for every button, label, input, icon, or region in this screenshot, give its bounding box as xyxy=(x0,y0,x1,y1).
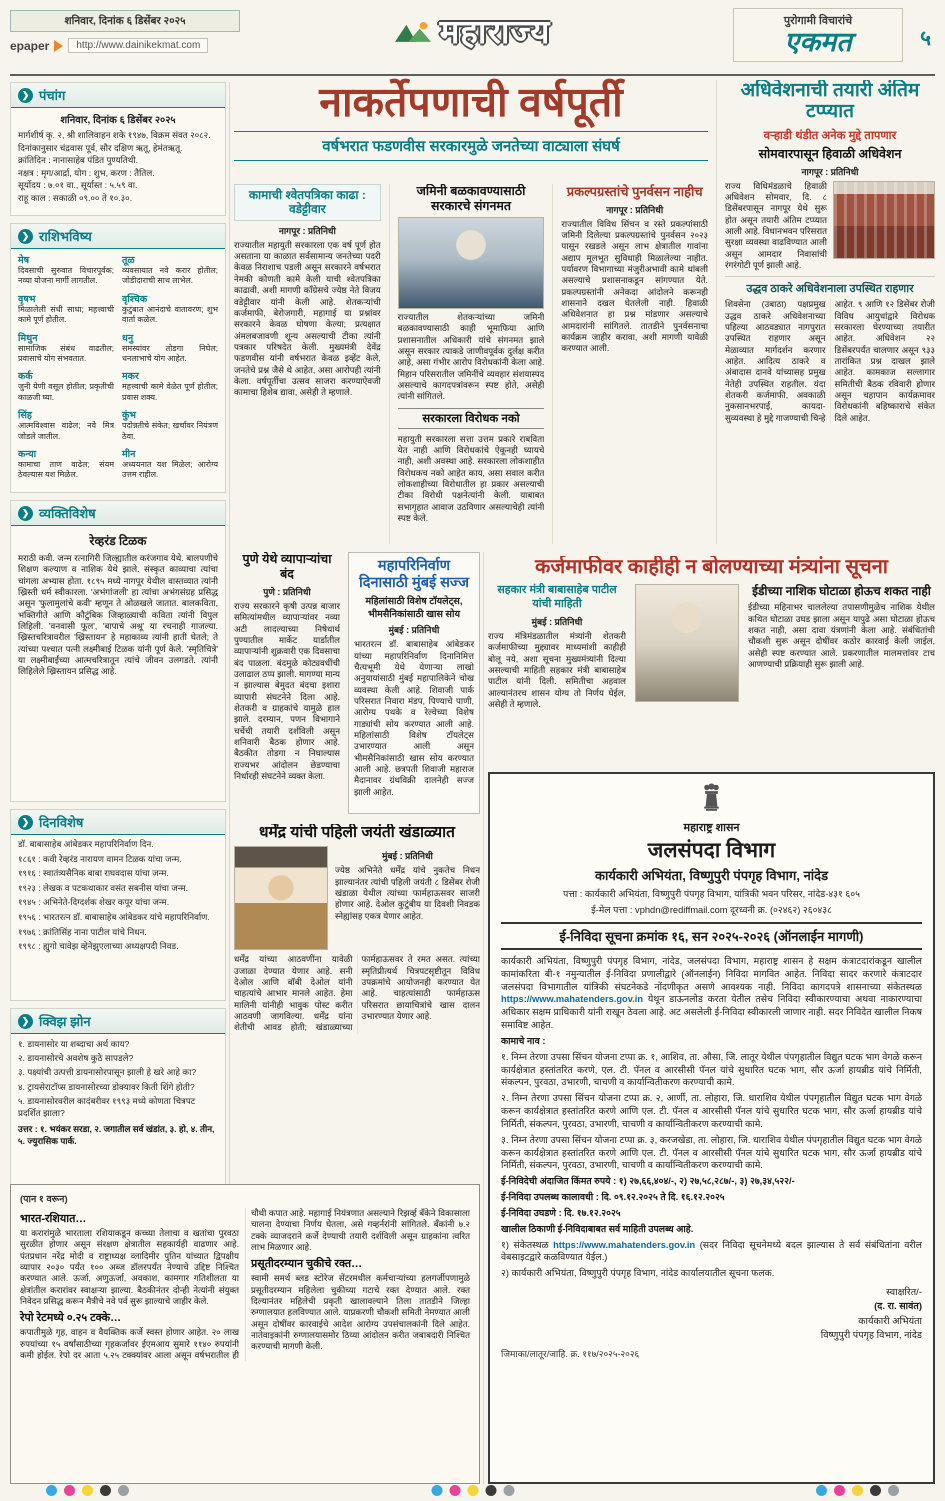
dinvishesh-title: दिनविशेष xyxy=(39,815,84,830)
article-body: राज्य विधिमंडळाचे हिवाळी अधिवेशन सोमवार, दि. ८ डिसेंबरपासून नागपूर येथे सुरू होत असून तयारी अंतिम टप्प्यात आली आहे. विधानभवन परिसरात सुरक्षा व्यवस्था वाढविण्यात आली असून आमदार निवासांची रंगरंगोटी पूर्ण झाली आहे. xyxy=(725,180,827,270)
tender-government: महाराष्ट्र शासन xyxy=(683,822,740,834)
zodiac-entry: मीन अध्ययनात यश मिळेल; आरोग्य उत्तम राहील. xyxy=(122,448,218,480)
dinvishesh-item: १९९८ : ह्युगो चावेझ व्हेनेझुएलाच्या अध्यक्षपदी निवड. xyxy=(18,941,179,952)
quiz-section xyxy=(10,1008,226,1186)
brand-name: एकमत xyxy=(784,27,852,58)
zodiac-entry: कन्या कामाचा ताण वाढेल; संयम ठेवल्यास यश मिळेल. xyxy=(18,448,114,480)
registration-dot xyxy=(100,1485,111,1496)
tender-info-2: २) कार्यकारी अभियंता, विष्णुपुरी पंपगृह विभाग, नांदेड कार्यालयातील सूचना फलक. xyxy=(501,1268,775,1279)
masthead-logo-text: महाराज्य xyxy=(439,13,551,50)
panchang-date: शनिवार, दिनांक ६ डिसेंबर २०२५ xyxy=(60,115,176,126)
article-head: कामाची श्वेतपत्रिका काढा : वडेट्टीवार xyxy=(234,184,381,221)
registration-dot xyxy=(852,1485,863,1496)
quiz-title: क्विझ झोन xyxy=(39,1014,91,1029)
quiz-question: १. डायनासोर या शब्दाचा अर्थ काय? xyxy=(18,1039,130,1049)
rashi-section xyxy=(10,223,226,493)
tender-info-label: खालील ठिकाणी ई-निविदाबाबत सर्व माहिती उपलब्ध आहे. xyxy=(501,1223,694,1234)
article-subhead: सरकारला विरोधक नको xyxy=(398,408,545,429)
epaper-label: epaper xyxy=(10,38,50,53)
panchang-line: दिनांकानुसार चंद्रवास पूर्व, सौर दक्षिण ऋतू, हेमंतऋतू. xyxy=(18,142,183,153)
article-body: धर्मेंद्र यांच्या आठवणींना यावेळी उजाळा देण्यात येणार आहे. सनी देओल आणि बॉबी देओल यांनी चाहत्यांचे आभार मानले आहेत. हेमा मालिनी यांनीही भावुक पोस्ट करीत आठवणी जागविल्या. धर्मेंद्र यांना शेतीची आवड होती; खंडाळ्याच्या फार्महाऊसवर ते रमत असत. त्यांच्या स्मृतिप्रीत्यर्थ चित्रपटसृष्टीतून विविध उपक्रमांचे आयोजनही करण्यात येत आहे. चाहत्यांसाठी फार्महाऊस परिसरात छायाचित्रांचे खास दालन उभारण्यात येणार आहे. xyxy=(234,954,480,1033)
tender-info-1: १) संकेतस्थळ https://www.mahatenders.gov.in (सदर निविदा सूचनेमध्ये बदल झाल्यास ते सर्व संबंधितांना वरील वेबसाइटद्वारे कळविण्यात येईल.) xyxy=(501,1239,922,1263)
panchang-section xyxy=(10,82,226,216)
article-head: ईडीच्या नाशिक घोटाळा होऊच शकत नाही xyxy=(752,584,931,599)
zodiac-entry: मेष दिवसाची सुरुवात विचारपूर्वक; नव्या योजना मार्गी लागतील. xyxy=(18,255,114,286)
lead-story xyxy=(234,79,708,161)
dinvishesh-section xyxy=(10,809,226,1001)
article-head: कर्जमाफीवर काहीही न बोलण्याच्या मंत्र्यांना सूचना xyxy=(535,556,888,578)
dinvishesh-item: १८६१ : कवी रेव्हरंड नारायण वामन टिळक यांचा जन्म. xyxy=(18,853,182,864)
zodiac-entry: कुंभ पदोन्नतीचे संकेत; खर्चावर नियंत्रण ठेवा. xyxy=(122,410,218,441)
rashi-title: राशिभविष्य xyxy=(39,229,92,244)
tender-window: ई-निविदा उपलब्ध कालावधी : दि. ०९.१२.२०२५ ते दि. १६.१२.२०२५ xyxy=(501,1192,725,1203)
article-ed-scam xyxy=(748,584,935,710)
zodiac-entry: वृश्चिक कुटुंबात आनंदाचे वातावरण; शुभ वार्ता कळेल. xyxy=(122,293,218,325)
article-body: राज्यातील विविध सिंचन व रस्ते प्रकल्पांसाठी जमिनी दिलेल्या प्रकल्पग्रस्तांचे पुनर्वसन २०२३ पासून रखडले असून लाभ क्षेत्रातील गावांना अद्याप मूलभूत सुविधाही मिळालेल्या नाहीत. पर्यावरण विभागाच्या मंजुरीअभावी कामे थांबली असल्याचे प्रशासनाकडून सांगण्यात येते. प्रकल्पग्रस्तांनी अनेकदा आंदोलने करूनही शासनाने दखल घेतलेली नाही. हिवाळी अधिवेशनात हा प्रश्न मांडणार असल्याचे आमदारांनी सांगितले. तातडीने पुनर्वसनाचा कार्यक्रम जाहीर करावा, अशी मागणी यावेळी करण्यात आली. xyxy=(561,218,709,354)
zodiac-entry: मकर महत्त्वाची कामे वेळेत पूर्ण होतील; प्रवास शक्य. xyxy=(122,371,218,402)
tender-notice-title: ई-निविदा सूचना क्रमांक १६, सन २०२५-२०२६ (ऑनलाईन मागणी) xyxy=(501,922,922,950)
play-icon xyxy=(54,40,63,52)
registration-dot xyxy=(449,1485,460,1496)
article-head: धर्मेंद्र यांची पहिली जयंती खंडाळ्यात xyxy=(258,824,455,841)
panchang-line: नक्षत्र : मृग/आर्द्रा, योग : शुभ, करण : तैतिल. xyxy=(18,167,155,178)
vertical-rule-mid xyxy=(483,552,484,1484)
byline: नागपूर : प्रतिनिधी xyxy=(606,204,664,215)
article-dharmendra xyxy=(234,824,480,1172)
lead-columns xyxy=(234,184,708,544)
article-mahaparinirvan xyxy=(348,552,480,814)
quiz-icon: ❯ xyxy=(18,1014,33,1029)
tender-department: जलसंपदा विभाग xyxy=(647,839,776,862)
article-body: शिवसेना (उबाठा) पक्षप्रमुख उद्धव ठाकरे अधिवेशनाच्या पहिल्या आठवड्यात नागपुरात उपस्थित राहणार असून मेळाव्यात मार्गदर्शन करणार आहेत. आदित्य ठाकरे व अंबादास दानवे यांच्यासह प्रमुख नेतेही उपस्थित राहतील. यंदा शेतकरी कर्जमाफी, अवकाळी नुकसानभरपाई, कायदा-सुव्यवस्था हे मुद्दे गाजण्याची चिन्हे आहेत. ९ आणि १२ डिसेंबर रोजी विविध आयुधांद्वारे विरोधक सरकारला घेरण्याच्या तयारीत आहेत. अधिवेशन २२ डिसेंबरपर्यंत चालणार असून ९३३ तारांकित प्रश्न दाखल झाले आहेत. कामकाज सल्लागार समितीची बैठक रविवारी होणार असून चहापान कार्यक्रमावर विरोधकांनी बहिष्काराचे संकेत दिले आहेत. xyxy=(725,299,935,423)
article-body: ज्येष्ठ अभिनेते धर्मेंद्र यांचे नुकतेच निधन झाल्यानंतर त्यांची पहिली जयंती ८ डिसेंबर रोजी खंडाळा येथील त्यांच्या फार्महाऊसवर साजरी होणार आहे. देओल कुटुंबीय या दिवशी निवडक स्नेह्यांसह एकत्र येणार आहेत. xyxy=(335,865,480,921)
vyakti-title: व्यक्तिविशेष xyxy=(39,506,96,521)
dinvishesh-item: १९५६ : भारतरत्न डॉ. बाबासाहेब आंबेडकर यांचे महापरिनिर्वाण. xyxy=(18,911,210,922)
quiz-answers: उत्तर : १. भयंकर सरडा, २. जगातील सर्व खंडांत, ३. हो, ४. तीन, ५. ज्युरासिक पार्क. xyxy=(18,1124,215,1147)
brand-tagline: पुरोगामी विचारांचे xyxy=(783,15,853,28)
article-head: प्रकल्पग्रस्तांचे पुनर्वसन नाहीच xyxy=(566,184,703,199)
panchang-line: राहू काल : सकाळी ०९.०० ते १०.३०. xyxy=(18,193,133,204)
article-head: जमिनी बळकावण्यासाठी सरकारचे संगनमत xyxy=(416,184,526,213)
tender-notice xyxy=(488,772,935,1484)
lead-headline: नाकर्तेपणाची वर्षपूर्ती xyxy=(319,79,623,125)
article-body: भारतरत्न डॉ. बाबासाहेब आंबेडकर यांच्या महापरिनिर्वाण दिनानिमित्त चैत्यभूमी येथे येणाऱ्या लाखो अनुयायांसाठी मुंबई महापालिकेने चोख व्यवस्था केली आहे. शिवाजी पार्क परिसरात निवारा मंडप, पिण्याचे पाणी, आरोग्य पथके व रेल्वेच्या विशेष गाड्यांची सोय करण्यात आली आहे. महिलांसाठी विशेष टॉयलेट्स उभारण्यात आली असून भीमसैनिकांसाठी खास सोय करण्यात आली आहे. छत्रपती शिवाजी महाराज मैदानावर ग्रंथविक्री दालनेही सज्ज झाली आहेत. xyxy=(354,639,474,797)
registration-dot xyxy=(485,1485,496,1496)
tender-opening: ई-निविदा उघडणे : दि. १७.१२.२०२५ xyxy=(501,1207,621,1218)
article-body: राज्यातील शेतकऱ्यांच्या जमिनी बळकावण्यासाठी काही भूमाफिया आणि प्रशासनातील अधिकारी यांचे संगनमत झाले असून सरकार त्याकडे जाणीवपूर्वक दुर्लक्ष करीत आहे, असा गंभीर आरोप विरोधकांनी केला आहे. मिहान परिसरातील जमिनींचे व्यवहार संशयास्पद असल्याचे कागदपत्रांवरून स्पष्ट होते, असेही त्यांनी सांगितले. xyxy=(397,312,545,402)
article-pune-bandh xyxy=(234,552,340,814)
page-number: ५ xyxy=(920,27,931,50)
tender-address: पत्ता : कार्यकारी अभियंता, विष्णुपुरी पंपगृह विभाग, यांत्रिकी भवन परिसर, नांदेड-४३१ ६०५ xyxy=(563,889,860,899)
dinvishesh-item: डॉ. बाबासाहेब आंबेडकर महापरिनिर्वाण दिन. xyxy=(18,839,154,849)
quiz-question: ५. डायनासोरवरील कादंबरीवर १९९३ मध्ये कोणता चित्रपट प्रदर्शित झाला? xyxy=(18,1095,196,1118)
vyakti-header xyxy=(11,501,225,526)
registration-dot xyxy=(431,1485,442,1496)
article-head: अधिवेशनाची तयारी अंतिम टप्प्यात xyxy=(740,80,920,123)
quiz-question: ४. ट्रायसेराटॉप्स डायनासोरच्या डोक्यावर किती शिंगे होती? xyxy=(18,1081,195,1092)
dinvishesh-item: १९७६ : क्रांतिसिंह नाना पाटील यांचे निधन. xyxy=(18,926,147,937)
article-head: महापरिनिर्वाण दिनासाठी मुंबई सज्ज xyxy=(359,558,469,591)
vyakti-body: मराठी कवी. जन्म रत्नागिरी जिल्ह्यातील करंजगाव येथे. बालपणीचे शिक्षण कल्याण व नाशिक येथे झाले. संस्कृत काव्याचा त्यांचा चांगला अभ्यास होता. १८९५ मध्ये नागपूर येथील वास्तव्यात त्यांनी ख्रिस्ती धर्म स्वीकारला. 'अभंगांजली' हा त्यांचा अभंगसंग्रह प्रसिद्ध असून 'फुलामुलांचे कवी' म्हणून ते ओळखले जातात. बालकविता, भक्तिगीते आणि कौटुंबिक जिव्हाळ्याची कविता त्यांनी विपुल लिहिली. 'वनवासी फूल', 'बापाचे अश्रू' या रचनाही गाजल्या. ख्रिस्तचरित्रावरील 'ख्रिस्तायन' हे महाकाव्य त्यांनी हाती घेतले; ते त्यांच्या पश्चात पत्नी लक्ष्मीबाई टिळक यांनी पूर्ण केले. 'स्मृतिचित्रे' या लक्ष्मीबाईंच्या आत्मचरित्रातून त्यांचे जीवन उलगडते. त्यांनी लिहिलेले ख्रिस्तायन प्रसिद्ध आहे. xyxy=(18,553,218,677)
registration-dot xyxy=(118,1485,129,1496)
tender-intro: कार्यकारी अभियंता, विष्णुपुरी पंपगृह विभाग, नांदेड, जलसंपदा विभाग, महाराष्ट्र शासन हे सक्षम कंत्राटदारांकडून खालील कामांकरिता बी-१ नमुन्यातील ई-निविदा प्रणालीद्वारे (ऑनलाईन) निविदा मागवित आहेत. निविदा सादर करणारे कंत्राटदार जलसंपदा विभागातील यांत्रिकी संघटनेकडे नोंदणीकृत असणे आवश्यक नाही. निविदा कागदपत्रे शासनाच्या संकेतस्थळ https://www.mahatenders.gov.in येथून डाऊनलोड करता येतील तसेच निविदा स्वीकारण्याचा अथवा नाकारण्याचा अधिकार सक्षम प्राधिकारी यांनी राखून ठेवला आहे. अट असलेली ई-निविदा स्वीकारली जाणार नाही. सदर निविदेत खालील निकष समाविष्ट आहेत. xyxy=(501,956,922,1031)
emblem-of-india-icon xyxy=(700,782,723,813)
article-head: पुणे येथे व्यापाऱ्यांचा बंद xyxy=(242,552,332,581)
article-rehabilitation xyxy=(552,184,708,544)
tender-cost: ई-निविदेची अंदाजित किंमत रुपये : १) २७,६६,४०४/-, २) २७,५८,२८७/-, ३) २७,३४,५२२/- xyxy=(501,1176,795,1187)
panchang-line: सूर्योदय : ७.०१ वा., सूर्यास्त : ५.५९ वा. xyxy=(18,180,138,191)
registration-dot xyxy=(816,1485,827,1496)
zodiac-entry: वृषभ मिळालेली संधी साधा; महत्त्वाची कामे पूर्ण होतील. xyxy=(18,293,114,325)
continued-body: स्वामी समर्थ ब्लड स्टोरेज सेंटरमधील कर्मचाऱ्यांच्या हलगर्जीपणामुळे प्रसूतीदरम्यान महिलेला चुकीच्या गटाचे रक्त देण्यात आले. रक्त दिल्यानंतर महिलेची प्रकृती खालावल्याने तिला तातडीने जिल्हा रुग्णालयात हलविण्यात आले. याप्रकरणी चौकशी समिती नेमण्यात आली असून दोषींवर कारवाईचे आदेश आरोग्य उपसंचालकांनी दिले आहेत. नातेवाइकांनी रुग्णालयासमोर ठिय्या आंदोलन करीत जबाबदारी निश्चित करण्याची मागणी केली. xyxy=(251,1273,470,1352)
article-winter-session xyxy=(716,80,935,544)
tender-email: ई-मेल पत्ता : vphdn@rediffmail.com दूरध्वनी क्र. (०२४६२) २६०४३८ xyxy=(591,905,832,915)
registration-marks-left xyxy=(46,1485,129,1496)
mahatenders-link[interactable]: https://www.mahatenders.gov.in xyxy=(553,1239,696,1250)
article-subhead: उद्धव ठाकरे अधिवेशनाला उपस्थित राहणार xyxy=(725,276,935,296)
sidebar xyxy=(10,82,226,1193)
dinvishesh-icon: ❯ xyxy=(18,815,33,830)
tender-work-item: २. निम्न तेरणा उपसा सिंचन योजना टप्पा क्र. २, आर्णी, ता. लोहारा, जि. धाराशिव येथील पंपगृहातील विद्युत घटक भाग वेगळे करून कार्यक्षेत्रात हस्तांतरित करणे आणि एल. टी. पॅनल व आरसीसी पॅनल यांचे सुधारित घटक भाग, सौर ऊर्जा हायब्रीड यांचे निर्मिती, संकल्पन, पुरवठा, उभारणी, चाचणी व कार्यान्वितीकरण करण्याची कामे. xyxy=(501,1093,922,1129)
continued-heading: भारत-रशियात… xyxy=(20,1213,87,1225)
quiz-question: ३. पक्ष्यांची उत्पत्ती डायनासोरपासून झाली हे खरे आहे का? xyxy=(18,1067,197,1078)
vyakti-subject: रेव्हरंड टिळक xyxy=(89,534,147,548)
zodiac-entry: तूळ व्यवसायात नवे करार होतील; जोडीदाराची साथ लाभेल. xyxy=(122,255,218,286)
dinvishesh-item: १९१६ : स्वातंत्र्यसैनिक बाबा राघवदास यांचा जन्म. xyxy=(18,868,169,879)
article-body: ईडीच्या महिनाभर चाललेल्या तपासणीमुळेच नाशिक येथील कथित घोटाळा उघड झाला असून यापुढे असा घोटाळा होऊच शकत नाही, असा दावा यंत्रणांनी केला आहे. संबंधितांची चौकशी सुरू असून दोषींवर कठोर कारवाई केली जाईल, असेही स्पष्ट करण्यात आले. प्रकरणातील मालमत्तांवर टाच आणण्याची प्रक्रियाही सुरू झाली आहे. xyxy=(748,602,935,670)
tender-office: कार्यकारी अभियंता, विष्णुपुरी पंपगृह विभाग, नांदेड xyxy=(594,868,829,883)
panchang-header xyxy=(11,83,225,108)
rashi-icon: ❯ xyxy=(18,229,33,244)
tender-work-item: १. निम्न तेरणा उपसा सिंचन योजना टप्पा क्र. १, आशिव, ता. औसा, जि. लातूर येथील पंपगृहातील विद्युत घटक भाग वेगळे करून कार्यक्षेत्रात हस्तांतरित करणे, एल. टी. पॅनल व आरसीसी पॅनल यांचे सुधारित घटक भाग, सौर ऊर्जा हायब्रीड यांचे निर्मिती, संकल्पन, पुरवठा, उभारणी, चाचणी व कार्यान्वितीकरण करण्याची कामे. xyxy=(501,1051,922,1088)
vyakti-icon: ❯ xyxy=(18,506,33,521)
tender-reference: जिमाका/लातूर/जाहि. क्र. ११७/२०२५-२०२६ xyxy=(501,1349,640,1360)
mahatenders-link[interactable]: https://www.mahatenders.gov.in xyxy=(501,994,644,1005)
article-subhead: महिलांसाठी विशेष टॉयलेट्स, भीमसैनिकांसाठी खास सोय xyxy=(365,596,463,621)
minister-patil-photo xyxy=(635,584,739,702)
article-subhead: वऱ्हाडी थंडीत अनेक मुद्दे तापणार xyxy=(763,129,897,142)
quiz-header xyxy=(11,1009,225,1034)
article-body: महायुती सरकारला सत्ता उत्तम प्रकारे राबविता येत नाही आणि विरोधकांचे ऐकूनही घ्यायचे नाही, अशी अवस्था आहे. सरकारला लोकशाहीत विरोधकच नको आहेत काय, असा सवाल करीत लोकशाहीच्या विरोधातील हा प्रकार असल्याची टीका विरोधी पक्षनेत्यांनी केली. याबाबत सभागृहात आवाज उठविणार असल्याचेही त्यांनी स्पष्ट केले. xyxy=(397,433,545,524)
hills-sun-icon xyxy=(395,19,433,42)
continued-heading: रेपो रेटमध्ये ०.२५ टक्के… xyxy=(20,1312,122,1325)
continued-label: (पान १ वरून) xyxy=(20,1194,68,1205)
site-url-link[interactable]: http://www.dainikekmat.com xyxy=(68,38,208,53)
masthead-date: शनिवार, दिनांक ६ डिसेंबर २०२५ xyxy=(10,10,240,32)
registration-dot xyxy=(834,1485,845,1496)
registration-dot xyxy=(503,1485,514,1496)
article-body: राज्य सरकारने कृषी उत्पन्न बाजार समित्यांमधील व्यापाऱ्यांवर नव्या अटी लादल्याच्या निषेधार्थ पुण्यातील मार्केट यार्डातील व्यापाऱ्यांनी शुक्रवारी एक दिवसाचा बंद पाळला. बंदमुळे कोट्यवधींची उलाढाल ठप्प झाली. मागण्या मान्य न झाल्यास बेमुदत बंदचा इशारा व्यापारी संघटनेने दिला आहे. शेतकरी व ग्राहकांचे यामुळे हाल झाले. दरम्यान, पणन विभागाने चर्चेची तयारी दर्शविली असून शनिवारी बैठक होणार आहे. बैठकीत तोडगा न निघाल्यास राज्यभर आंदोलन छेडण्याचा निर्धारही संघटनेने व्यक्त केला. xyxy=(234,601,340,782)
lead-deck: वर्षभरात फडणवीस सरकारमुळे जनतेच्या वाट्याला संघर्ष xyxy=(234,131,708,161)
panchang-line: मार्गशीर्ष कृ. २, श्री शालिवाहन शके १९४७, विक्रम संवत २०८२. xyxy=(18,130,211,140)
dinvishesh-header xyxy=(11,810,225,835)
article-land-grab xyxy=(389,184,545,544)
minister-photo xyxy=(398,217,545,309)
tender-signature: स्वाक्षरित/- (द. रा. सावंत) कार्यकारी अभियंता विष्णुपुरी पंपगृह विभाग, नांदेड xyxy=(820,1287,922,1341)
registration-dot xyxy=(46,1485,57,1496)
dinvishesh-item: १९२३ : लेखक व पटकथाकार वसंत सबनीस यांचा जन्म. xyxy=(18,882,189,893)
rashi-header xyxy=(11,224,225,249)
registration-dot xyxy=(82,1485,93,1496)
registration-dot xyxy=(870,1485,881,1496)
tender-work-item: ३. निम्न तेरणा उपसा सिंचन योजना टप्पा क्र. ३, करजखेडा, ता. लोहारा, जि. धाराशिव येथील पंपगृहातील विद्युत घटक भाग वेगळे करून कार्यक्षेत्रात हस्तांतरित करणे आणि एल. टी. पॅनल व आरसीसी पॅनल यांचे सुधारित घटक भाग, सौर ऊर्जा हायब्रीड यांचे निर्मिती, संकल्पन, पुरवठा, उभारणी, चाचणी व कार्यान्वितीकरण करण्याची कामे. xyxy=(501,1134,922,1171)
panchang-icon: ❯ xyxy=(18,88,33,103)
brand-box xyxy=(733,8,903,62)
article-subhead: सोमवारपासून हिवाळी अधिवेशन xyxy=(758,146,902,161)
tender-works-label: कामाचे नाव : xyxy=(501,1035,546,1046)
article-wadettiwar xyxy=(234,184,381,544)
article-body: राज्यातील महायुती सरकारला एक वर्ष पूर्ण होत असताना या काळात सर्वसामान्य जनतेच्या पदरी केवळ निराशाच पडली असून सरकारने वर्षभरात नेमकी कोणती कामे केली याची श्वेतपत्रिका काढावी, अशी मागणी काँग्रेसचे ज्येष्ठ नेते विजय वडेट्टीवार यांनी केली आहे. शेतकऱ्यांची कर्जमाफी, बेरोजगारी, महागाई या प्रश्नांवर सरकारने केवळ घोषणा केल्या; प्रत्यक्षात अंमलबजावणी शून्य असल्याची टीका त्यांनी पत्रकार परिषदेत केली. मुख्यमंत्री देवेंद्र फडणवीस यांनी वर्षभरात केवळ इव्हेंट केले, जनतेचे प्रश्न जैसे थे आहेत, असा आरोपही त्यांनी केला. वर्षपूर्तीचा उत्सव साजरा करण्याऐवजी कामाचा हिशेब द्यावा, असेही ते म्हणाले. xyxy=(234,239,381,398)
registration-dot xyxy=(467,1485,478,1496)
epaper-row xyxy=(10,38,208,53)
vyakti-section xyxy=(10,500,226,802)
continued-stories-box xyxy=(10,1184,480,1484)
registration-dot xyxy=(888,1485,899,1496)
byline: पुणे : प्रतिनिधी xyxy=(263,587,311,597)
continued-heading: प्रसूतीदरम्यान चुकीचे रक्त… xyxy=(251,1258,363,1271)
dinvishesh-item: १९४५ : अभिनेते-दिग्दर्शक शेखर कपूर यांचा जन्म. xyxy=(18,897,170,908)
zodiac-entry: कर्क जुनी येणी वसूल होतील; प्रकृतीची काळजी घ्या. xyxy=(18,371,114,402)
byline: मुंबई : प्रतिनिधी xyxy=(531,616,583,627)
article-subhead: सहकार मंत्री बाबासाहेब पाटील यांची माहिती xyxy=(497,584,617,611)
continued-body: या करारांमुळे भारताला रशियाकडून कच्च्या तेलाचा व खतांचा पुरवठा सुरळीत होणार असून संरक्षण क्षेत्रातील सहकार्यही वाढणार आहे. पंतप्रधान नरेंद्र मोदी व राष्ट्राध्यक्ष व्लादिमीर पुतिन यांच्यात द्विपक्षीय व्यापार २०३० पर्यंत १०० अब्ज डॉलरपर्यंत नेण्याचे उद्दिष्ट निश्चित करण्यात आले. ऊर्जा, अणुऊर्जा, अवकाश, कामगार गतिशीलता या क्षेत्रांतील करारांवर स्वाक्षऱ्या झाल्या. बैठकीनंतर दोन्ही नेत्यांनी संयुक्त निवेदन प्रसिद्ध करून मैत्रीचे नवे पर्व सुरू झाल्याचे जाहीर केले. xyxy=(20,1228,239,1307)
zodiac-entry: मिथुन सामाजिक संबंध वाढतील; प्रवासाचे योग संभवतात. xyxy=(18,332,114,363)
zodiac-entry: धनु समस्यांवर तोडगा निघेल; धनलाभाचे योग आहेत. xyxy=(122,332,218,363)
dharmendra-photo xyxy=(234,846,328,950)
byline: मुंबई : प्रतिनिधी xyxy=(382,851,433,862)
masthead-rule xyxy=(10,74,935,76)
panchang-line: क्रांतिदिन : नानासाहेब पंडित पुण्यतिथी. xyxy=(18,155,139,166)
registration-marks-center xyxy=(431,1485,514,1496)
quiz-question: २. डायनासोरचे अवशेष कुठे सापडले? xyxy=(18,1053,134,1064)
panchang-title: पंचांग xyxy=(39,88,66,103)
byline: नागपूर : प्रतिनिधी xyxy=(801,166,859,177)
registration-dot xyxy=(64,1485,75,1496)
continued-body: कपातीमुळे गृह, वाहन व वैयक्तिक कर्जे स्वस्त होणार आहेत. २० लाख रुपयांच्या १५ वर्षांसाठीच्या गृहकर्जावर ईएमआय सुमारे ११४० रुपयांनी कमी होईल. रेपो दर आता ५.२५ टक्क्यांवर आला असून वर्षभरातील ही चौथी कपात आहे. महागाई नियंत्रणात असल्याने रिझर्व्ह बँकेने विकासाला चालना देण्याचा निर्णय घेतला, असे गव्हर्नरांनी सांगितले. बँकांनी ७.२ टक्के व्याजदराने कर्जे देण्याची तयारी दर्शविली असून ग्राहकांना त्वरित लाभ मिळणार आहे. xyxy=(20,1208,470,1361)
zodiac-entry: सिंह आत्मविश्वास वाढेल; नवे मित्र जोडले जातील. xyxy=(18,410,114,441)
registration-marks-right xyxy=(816,1485,899,1496)
article-body: राज्य मंत्रिमंडळातील मंत्र्यांनी शेतकरी कर्जमाफीच्या मुद्द्यावर माध्यमांशी काहीही बोलू नये, अशा सूचना मुख्यमंत्र्यांनी दिल्या असल्याची माहिती सहकार मंत्री बाबासाहेब पाटील यांनी दिली. समितीचा अहवाल आल्यानंतरच शासन योग्य तो निर्णय घेईल, असेही ते म्हणाले. xyxy=(488,630,626,709)
byline: नागपूर : प्रतिनिधी xyxy=(278,225,336,236)
article-loan-waiver xyxy=(488,556,935,768)
vidhan-bhavan-photo xyxy=(833,181,935,259)
byline: मुंबई : प्रतिनिधी xyxy=(388,625,440,636)
